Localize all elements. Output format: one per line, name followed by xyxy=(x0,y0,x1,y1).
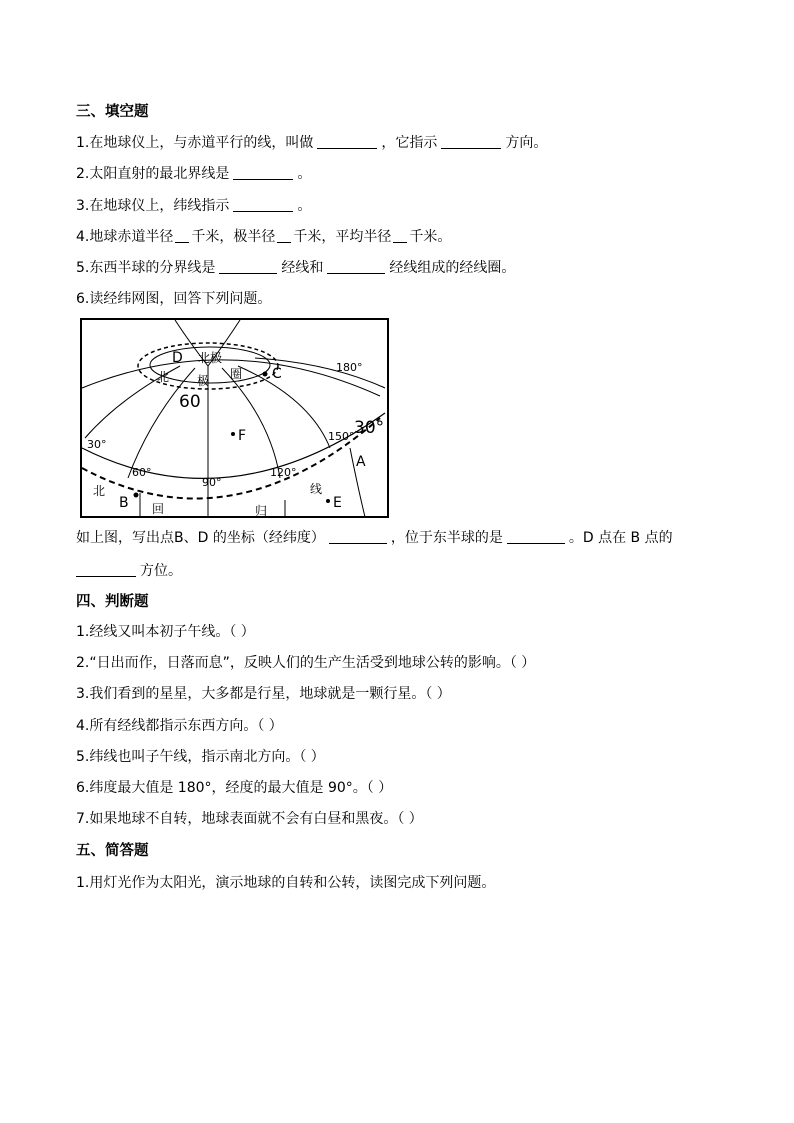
bei-label: 北 xyxy=(157,370,170,384)
q6-text-b: ，位于东半球的是 xyxy=(390,530,503,546)
point-F-dot xyxy=(231,432,235,436)
hui-label: 回 xyxy=(152,502,165,516)
answer-blank xyxy=(327,259,385,274)
q3-text-b: 。 xyxy=(297,198,312,214)
answer-blank xyxy=(393,228,407,243)
lon-150-label: 150° xyxy=(328,430,355,443)
point-E-dot xyxy=(326,499,330,503)
q3-text-a: 3.在地球仪上，纬线指示 xyxy=(76,198,230,214)
point-F-label: F xyxy=(238,428,247,444)
north-pole-label: 北极 xyxy=(198,351,223,365)
question-3-4 xyxy=(76,228,451,246)
point-B-dot xyxy=(134,493,139,498)
question-3-2 xyxy=(76,165,311,183)
q4-text-c: 千米，平均半径 xyxy=(293,229,392,245)
answer-blank xyxy=(441,134,501,149)
answer-blank xyxy=(219,259,277,274)
lat-60-label: 60 xyxy=(179,392,201,412)
answer-blank xyxy=(76,562,136,577)
judge-item-7: 7.如果地球不自转，地球表面就不会有白昼和黑夜。（ ） xyxy=(76,811,423,827)
point-C-label: C xyxy=(272,366,282,382)
q1-text-a: 1.在地球仪上，与赤道平行的线，叫做 xyxy=(76,135,314,151)
lon-180-label: 180° xyxy=(336,361,363,374)
point-E-label: E xyxy=(333,495,342,511)
answer-blank xyxy=(507,529,565,544)
meridian-120 xyxy=(222,368,280,478)
xian-label: 线 xyxy=(310,482,323,496)
lat-30-label: 30° xyxy=(354,418,385,438)
question-3-3 xyxy=(76,197,311,215)
q1-text-b: ，它指示 xyxy=(381,135,438,151)
q5-text-c: 经线组成的经线圈。 xyxy=(389,260,516,276)
q4-text-b: 千米，极半径 xyxy=(191,229,276,245)
q4-text-a: 4.地球赤道半径 xyxy=(76,229,174,245)
q2-text-b: 。 xyxy=(297,166,312,182)
answer-blank xyxy=(317,134,377,149)
answer-blank xyxy=(329,529,387,544)
q4-text-d: 千米。 xyxy=(409,229,452,245)
answer-blank xyxy=(233,197,293,212)
judge-item-1: 1.经线又叫本初子午线。（ ） xyxy=(76,624,255,640)
point-D-label: D xyxy=(172,350,183,366)
question-3-5 xyxy=(76,259,515,277)
lon-90-label: 90° xyxy=(202,476,222,489)
question-3-6-sub-cont xyxy=(76,562,182,580)
gui-label: 归 xyxy=(255,504,268,518)
latitude-longitude-map xyxy=(80,318,390,519)
ji-label: 极 xyxy=(197,374,210,388)
quan-label: 圈 xyxy=(230,367,243,381)
answer-blank xyxy=(233,165,293,180)
judge-item-2: 2.“日出而作，日落而息”，反映人们的生产生活受到地球公转的影响。（ ） xyxy=(76,655,536,671)
lon-120-label: 120° xyxy=(270,466,297,479)
point-C-dot xyxy=(263,372,268,377)
judge-item-3: 3.我们看到的星星，大多都是行星，地球就是一颗行星。（ ） xyxy=(76,686,451,702)
q2-text-a: 2.太阳直射的最北界线是 xyxy=(76,166,230,182)
q6-text-c: 。D 点在 B 点的 xyxy=(568,530,673,546)
judge-item-4: 4.所有经线都指示东西方向。（ ） xyxy=(76,718,283,734)
question-3-6-sub xyxy=(76,529,673,547)
section4-title: 四、判断题 xyxy=(76,594,149,610)
latitude-30-line xyxy=(82,413,385,478)
question-3-1 xyxy=(76,134,547,152)
meridian-60 xyxy=(128,368,195,478)
lon-60-label: 60° xyxy=(132,466,152,479)
q1-text-c: 方向。 xyxy=(505,135,548,151)
q5-text-a: 5.东西半球的分界线是 xyxy=(76,260,216,276)
section3-title: 三、填空题 xyxy=(76,104,149,120)
lon-30-label: 30° xyxy=(87,438,107,451)
section5-title: 五、简答题 xyxy=(76,843,149,859)
answer-blank xyxy=(277,228,291,243)
short-answer-1: 1.用灯光作为太阳光，演示地球的自转和公转，读图完成下列问题。 xyxy=(76,875,496,891)
answer-blank xyxy=(175,228,189,243)
q6-text-a: 如上图，写出点B、D 的坐标（经纬度） xyxy=(76,530,325,546)
question-3-6: 6.读经纬网图，回答下列问题。 xyxy=(76,291,272,307)
point-B-label: B xyxy=(119,495,129,511)
judge-item-5: 5.纬线也叫子午线，指示南北方向。（ ） xyxy=(76,749,325,765)
point-A-label: A xyxy=(356,454,366,470)
bei2-label: 北 xyxy=(93,484,106,498)
q5-text-b: 经线和 xyxy=(281,260,324,276)
q6-text-d: 方位。 xyxy=(140,563,182,579)
judge-item-6: 6.纬度最大值是 180°，经度的最大值是 90°。（ ） xyxy=(76,780,393,796)
